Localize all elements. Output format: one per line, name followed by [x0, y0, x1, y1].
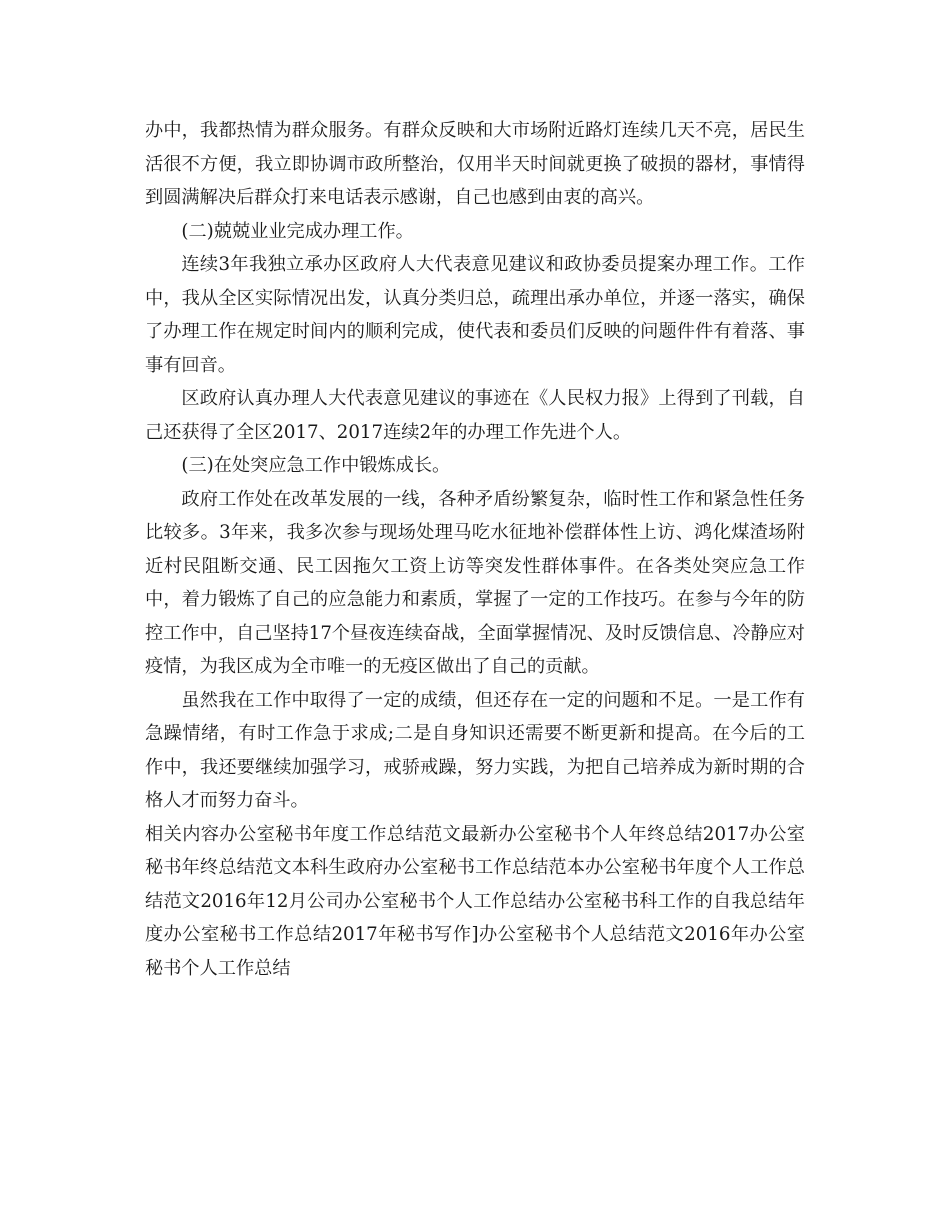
paragraph-award: 区政府认真办理人大代表意见建议的事迹在《人民权力报》上得到了刊载，自己还获得了全区2017、2017连续2年的办理工作先进个人。 — [145, 388, 805, 443]
section-heading-3: (三)在处突应急工作中锻炼成长。 — [181, 455, 451, 476]
paragraph-shortcomings: 虽然我在工作中取得了一定的成绩，但还存在一定的问题和不足。一是工作有急躁情绪，有时工作急于求成;二是自身知识还需要不断更新和提高。在今后的工作中，我还要继续加强学习，戒骄戒躁，努力实践，为把自己培养成为新时期的合格人才而努力奋斗。 — [145, 689, 805, 811]
paragraph-continuation: 办中，我都热情为群众服务。有群众反映和大市场附近路灯连续几天不亮，居民生活很不方便，我立即协调市政所整治，仅用半天时间就更换了破损的器材，事情得到圆满解决后群众打来电话表示感谢，自己也感到由衷的高兴。 — [145, 120, 805, 208]
document-body — [145, 114, 805, 985]
paragraph-proposal-handling: 连续3年我独立承办区政府人大代表意见建议和政协委员提案办理工作。工作中，我从全区实际情况出发，认真分类归总，疏理出承办单位，并逐一落实，确保了办理工作在规定时间内的顺利完成，使代表和委员们反映的问题件件有着落、事事有回音。 — [145, 254, 805, 376]
related-content: 相关内容办公室秘书年度工作总结范文最新办公室秘书个人年终总结2017办公室秘书年终总结范文本科生政府办公室秘书工作总结范本办公室秘书年度个人工作总结范文2016年12月公司办公室秘书个人工作总结办公室秘书科工作的自我总结年度办公室秘书工作总结2017年秘书写作]办公室秘书个人总结范文2016年办公室秘书个人工作总结 — [145, 823, 805, 979]
paragraph-emergency-work: 政府工作处在改革发展的一线，各种矛盾纷繁复杂，临时性工作和紧急性任务比较多。3年来，我多次参与现场处理马吃水征地补偿群体性上访、鸿化煤渣场附近村民阻断交通、民工因拖欠工资上访等突发性群体事件。在各类处突应急工作中，着力锻炼了自己的应急能力和素质，掌握了一定的工作技巧。在参与今年的防控工作中，自己坚持17个昼夜连续奋战，全面掌握情况、及时反馈信息、冷静应对疫情，为我区成为全市唯一的无疫区做出了自己的贡献。 — [145, 488, 805, 677]
section-heading-2: (二)兢兢业业完成办理工作。 — [181, 220, 414, 242]
